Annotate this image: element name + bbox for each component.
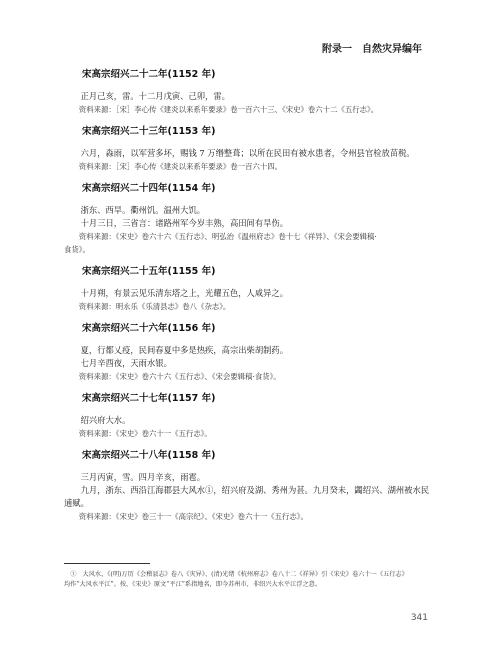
entry-text: 绍兴府大水。 — [80, 415, 131, 425]
year-entry — [64, 263, 436, 313]
entry-text: 六月，淼雨，以军营多坏，赐钱 7 万缗整葺；以所在民田有被水患者，令州县官检放苗税。 — [80, 148, 415, 158]
year-entry — [64, 66, 436, 116]
source-citation: 资料来源：《宋史》卷六十六《五行志》、明弘治《温州府志》卷十七《祥异》、《宋会要辑稿· — [78, 232, 377, 241]
chronicle-body — [64, 60, 436, 530]
entry-title: 宋高宗绍兴二十六年(1156 年) — [82, 323, 216, 334]
entry-text: 十月三日，三省言：诸路州军今岁丰熟，高田间有旱伤。 — [80, 218, 289, 228]
entry-text: 浙东、西旱。衢州饥。温州大饥。 — [80, 205, 206, 215]
entry-text: 三月丙寅，雪。四月辛亥，雨雹。 — [80, 472, 206, 482]
source-citation: 资料来源：《宋史》卷六十一《五行志》。 — [78, 429, 212, 438]
entry-title: 宋高宗绍兴二十四年(1154 年) — [82, 183, 216, 194]
source-citation: 资料来源：《宋史》卷三十一《高宗纪》、《宋史》卷六十一《五行志》。 — [78, 512, 308, 521]
page-number: 341 — [410, 613, 428, 623]
year-entry — [64, 180, 436, 256]
year-entry — [64, 447, 436, 523]
source-citation: 资料来源：明永乐《乐清县志》卷八《杂志》。 — [78, 302, 231, 311]
entry-title: 宋高宗绍兴二十七年(1157 年) — [82, 393, 216, 404]
footnote-divider — [64, 563, 150, 564]
entry-text: 九月，浙东、西沿江海郡县大风水①，绍兴府及湖、秀州为甚。九月癸未，蠲绍兴、湖州被水民逋赋。 — [64, 485, 430, 508]
footnote — [64, 570, 436, 590]
entry-title: 宋高宗绍兴二十八年(1158 年) — [82, 450, 216, 461]
year-entry — [64, 390, 436, 440]
source-citation: 食货》。 — [64, 245, 90, 254]
entry-title: 宋高宗绍兴二十五年(1155 年) — [82, 266, 216, 277]
entry-text: 夏，行都乂疫，民间春夏中多是热疾，高宗出柴胡制药。 — [80, 345, 289, 355]
entry-title: 宋高宗绍兴二十三年(1153 年) — [82, 126, 216, 137]
source-citation: 资料来源：［宋］李心传《建炎以来系年要录》卷一百六十三、《宋史》卷六十二《五行志》。 — [78, 105, 379, 114]
running-header: 附录一 自然灾异编年 — [322, 44, 422, 55]
source-citation: 资料来源：《宋史》卷六十六《五行志》、《宋会要辑稿·食货》。 — [78, 372, 281, 381]
entry-text: 七月辛酉夜，天雨水银。 — [80, 358, 172, 368]
source-citation: 资料来源：［宋］李心传《建炎以来系年要录》卷一百六十四。 — [78, 162, 283, 171]
footnote-line: 均作“大风水平江”。按，《宋史》原文“平江”系指地名，即今苏州市，非绍兴大水平江浮之意。 — [64, 581, 322, 588]
entry-text: 十月朔，有景云见乐清东塔之上，光耀五色，人咸异之。 — [80, 288, 289, 298]
year-entry — [64, 320, 436, 383]
footnote-line: ① 大风水，《(明)万历《会稽县志》卷八《灾异》、(清)光绪《杭州府志》卷八十二《祥异》引《宋史》卷六十一《五行志》 — [70, 571, 408, 578]
entry-text: 正月己亥，雷。十二月戊寅、己卯，雷。 — [80, 91, 230, 101]
entry-title: 宋高宗绍兴二十二年(1152 年) — [82, 69, 216, 80]
year-entry — [64, 123, 436, 173]
